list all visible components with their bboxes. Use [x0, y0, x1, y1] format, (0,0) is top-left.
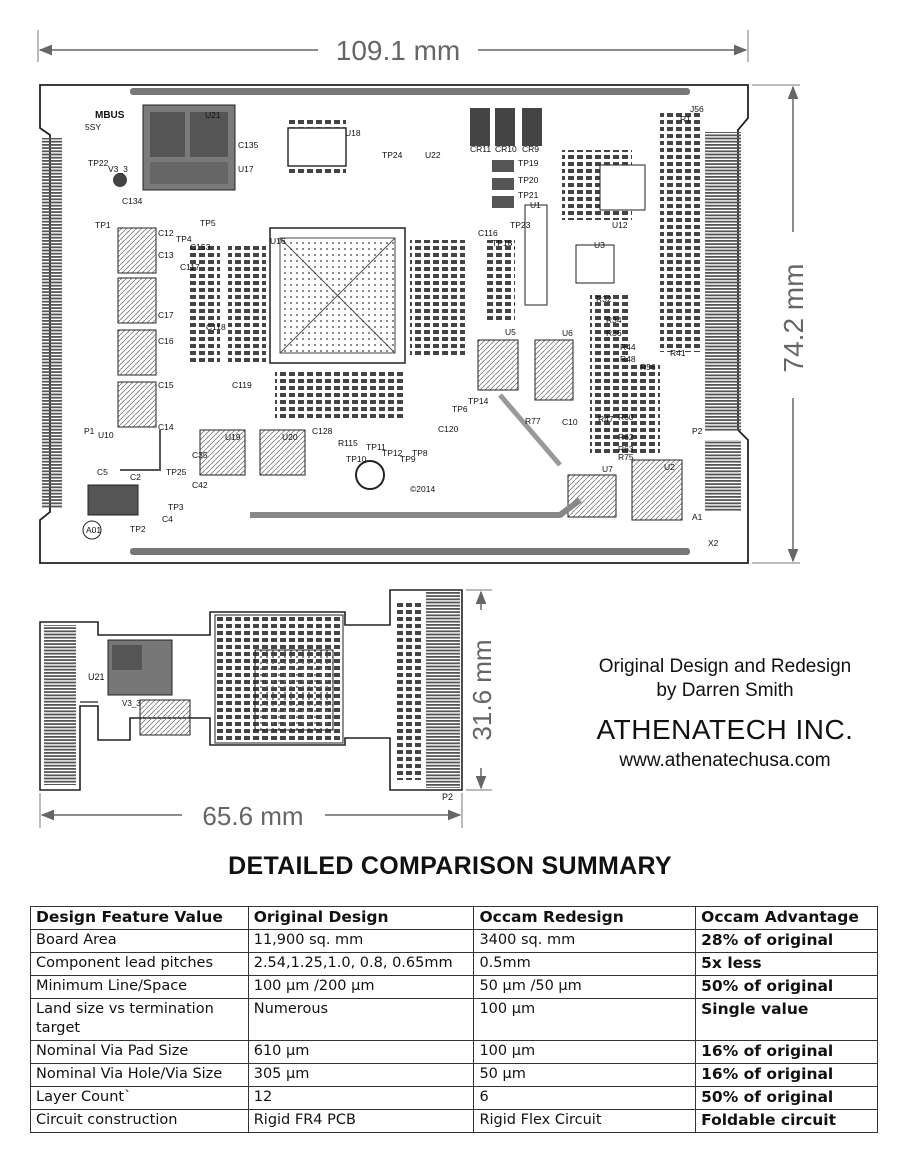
cell-original: Rigid FR4 PCB: [248, 1110, 474, 1133]
board1-label-c17: C17: [158, 310, 174, 320]
board1-label-u2: U2: [664, 462, 675, 472]
board1-width-label: 109.1 mm: [335, 35, 461, 66]
board1-label-tp1: TP1: [95, 220, 111, 230]
cell-feature: Nominal Via Hole/Via Size: [31, 1064, 249, 1087]
board1-label-tp20: TP20: [518, 175, 539, 185]
board1-label-tp22: TP22: [88, 158, 109, 168]
cell-redesign: 3400 sq. mm: [474, 930, 696, 953]
board1-height-label: 74.2 mm: [778, 263, 809, 373]
flex-left-connector-fingers: [44, 625, 76, 785]
board1-label-tp2: TP2: [130, 524, 146, 534]
board1-label-r36: R36: [606, 328, 622, 338]
board1-label-tp23: TP23: [510, 220, 531, 230]
board1-label-u10: U10: [98, 430, 114, 440]
board1-label-c118: C118: [206, 322, 226, 332]
board2-height-dimension: [466, 590, 497, 790]
board1-label-u7: U7: [602, 464, 613, 474]
cell-redesign: 100 µm: [474, 999, 696, 1041]
cell-feature: Minimum Line/Space: [31, 976, 249, 999]
board1-label-tp5: TP5: [200, 218, 216, 228]
board1-label-tp4: TP4: [176, 234, 192, 244]
board1-label-x2: X2: [708, 538, 719, 548]
cell-advantage: 50% of original: [696, 1087, 878, 1110]
board1-label-u17: U17: [238, 164, 254, 174]
flex-label-p2: P2: [442, 792, 454, 802]
left-edge-connector-fingers: [42, 138, 62, 508]
board1-label-r75: R75: [618, 452, 634, 462]
board1-label-u19: U19: [225, 432, 241, 442]
cell-feature: Component lead pitches: [31, 953, 249, 976]
redesign-flex-circuit: [40, 590, 462, 802]
flex-label-v3: V3_3: [122, 699, 141, 708]
table-row: [31, 999, 878, 1041]
cell-advantage: 5x less: [696, 953, 878, 976]
board1-label-u3: U3: [594, 240, 605, 250]
header-original: Original Design: [248, 907, 474, 930]
board1-label-c120: C120: [438, 424, 459, 434]
board1-label-r1: R1: [680, 114, 691, 124]
board1-label-c119: C119: [232, 380, 252, 390]
board1-label-c35: C35: [192, 450, 208, 460]
board2-width-label: 65.6 mm: [202, 801, 304, 831]
company-url[interactable]: www.athenatechusa.com: [619, 750, 831, 771]
table-row: [31, 1064, 878, 1087]
cell-feature: Circuit construction: [31, 1110, 249, 1133]
board1-label-5sy: 5SY: [85, 122, 102, 132]
board1-label-tp3: TP3: [168, 502, 184, 512]
board1-label-tp12: TP12: [382, 448, 403, 458]
board1-label-p2: P2: [692, 426, 703, 436]
cell-feature: Land size vs termination target: [31, 999, 249, 1041]
board1-label-c128: C128: [312, 426, 333, 436]
board1-label-v3-3: V3_3: [108, 164, 128, 174]
board1-label-c153: C153: [190, 242, 211, 252]
board1-label-tp25: TP25: [166, 467, 187, 477]
cell-original: 12: [248, 1087, 474, 1110]
board1-label-u21: U21: [205, 110, 221, 120]
cell-advantage: Single value: [696, 999, 878, 1041]
board1-label-c5: C5: [97, 467, 108, 477]
board1-label-u20: U20: [282, 432, 298, 442]
board1-label-tp9: TP9: [400, 454, 416, 464]
board1-label-r47: R47: [598, 414, 614, 424]
header-advantage: Occam Advantage: [696, 907, 878, 930]
cell-advantage: 50% of original: [696, 976, 878, 999]
board1-label-cr11: CR11: [470, 144, 492, 154]
cell-redesign: 6: [474, 1087, 696, 1110]
board1-label-r62: R62: [618, 432, 634, 442]
board1-label-tp14: TP14: [468, 396, 489, 406]
cell-original: 11,900 sq. mm: [248, 930, 474, 953]
board1-label--2014: ©2014: [410, 484, 436, 494]
board1-label-c16: C16: [158, 336, 174, 346]
board1-label-r44: R44: [620, 342, 636, 352]
company-name: ATHENATECH INC.: [596, 714, 854, 745]
board1-label-a01: A01: [86, 525, 102, 535]
credit-line-2: by Darren Smith: [656, 680, 794, 701]
cell-advantage: Foldable circuit: [696, 1110, 878, 1133]
board1-label-c12: C12: [158, 228, 174, 238]
board1-label-c117: C117: [180, 262, 200, 272]
board1-label-c42: C42: [192, 480, 208, 490]
cell-redesign: 0.5mm: [474, 953, 696, 976]
board1-label-r115: R115: [338, 438, 358, 448]
table-row: [31, 976, 878, 999]
board1-label-r60: R60: [618, 412, 634, 422]
board1-label-mbus: MBUS: [95, 110, 125, 121]
summary-title: DETAILED COMPARISON SUMMARY: [228, 852, 672, 880]
board2-width-dimension: [40, 793, 462, 831]
board1-label-tp8: TP8: [412, 448, 428, 458]
board1-label-c14: C14: [158, 422, 174, 432]
right-edge-connector-fingers: [705, 132, 741, 432]
board1-label-u12: U12: [612, 220, 628, 230]
board1-label-u16: U16: [270, 236, 286, 246]
board1-label-a1: A1: [692, 512, 703, 522]
cell-redesign: 50 µm: [474, 1064, 696, 1087]
board1-height-dimension: [752, 85, 809, 563]
table-header-row: [31, 907, 878, 930]
flex-right-connector-fingers: [426, 592, 460, 788]
board1-label-tp6: TP6: [452, 404, 468, 414]
cell-advantage: 28% of original: [696, 930, 878, 953]
cell-feature: Layer Count`: [31, 1087, 249, 1110]
board1-label-tp18: TP18: [492, 238, 513, 248]
board1-label-r48: R48: [620, 354, 636, 364]
board1-label-tp24: TP24: [382, 150, 403, 160]
cell-feature: Nominal Via Pad Size: [31, 1041, 249, 1064]
board1-label-r41: R41: [670, 348, 686, 358]
board1-label-c13: C13: [158, 250, 174, 260]
table-row: [31, 1041, 878, 1064]
board1-label-cr9: CR9: [522, 144, 540, 154]
cell-redesign: 100 µm: [474, 1041, 696, 1064]
cell-original: 305 µm: [248, 1064, 474, 1087]
credit-block: [560, 655, 890, 773]
cell-feature: Board Area: [31, 930, 249, 953]
board1-label-p1: P1: [84, 426, 95, 436]
board1-label-tp21: TP21: [518, 190, 539, 200]
cell-original: Numerous: [248, 999, 474, 1041]
cell-advantage: 16% of original: [696, 1041, 878, 1064]
board1-label-c15: C15: [158, 380, 174, 390]
board1-label-r63: R63: [618, 444, 634, 454]
table-row: [31, 953, 878, 976]
board1-label-c4: C4: [162, 514, 173, 524]
board1-label-u1: U1: [530, 200, 541, 210]
board1-label-r34: R34: [606, 315, 622, 325]
board1-label-c135: C135: [238, 140, 259, 150]
board1-label-c116: C116: [478, 228, 498, 238]
board1-label-u18: U18: [345, 128, 361, 138]
header-redesign: Occam Redesign: [474, 907, 696, 930]
board1-label-tp11: TP11: [366, 442, 386, 452]
comparison-table: [30, 906, 878, 1133]
cell-advantage: 16% of original: [696, 1064, 878, 1087]
flex-label-u21: U21: [88, 672, 105, 682]
board2-height-label: 31.6 mm: [467, 639, 497, 741]
table-row: [31, 930, 878, 953]
table-row: [31, 1087, 878, 1110]
board1-label-j56: J56: [690, 104, 704, 114]
board1-label-c2: C2: [130, 472, 141, 482]
table-row: [31, 1110, 878, 1133]
cell-original: 100 µm /200 µm: [248, 976, 474, 999]
board1-label-tp19: TP19: [518, 158, 539, 168]
board1-label-cr10: CR10: [495, 144, 517, 154]
board1-label-u6: U6: [562, 328, 573, 338]
board1-width-dimension: [38, 30, 748, 66]
board1-label-r32: R32: [596, 294, 612, 304]
cell-redesign: Rigid Flex Circuit: [474, 1110, 696, 1133]
board1-label-tp10: TP10: [346, 454, 367, 464]
board1-label-u5: U5: [505, 327, 516, 337]
board1-label-u22: U22: [425, 150, 441, 160]
board1-label-c10: C10: [562, 417, 578, 427]
cell-original: 2.54,1.25,1.0, 0.8, 0.65mm: [248, 953, 474, 976]
cell-original: 610 µm: [248, 1041, 474, 1064]
board1-label-r56: R56: [640, 362, 656, 372]
header-feature: Design Feature Value: [31, 907, 249, 930]
board1-label-r77: R77: [525, 416, 541, 426]
board1-label-c134: C134: [122, 196, 143, 206]
original-pcb-board: [40, 85, 748, 563]
credit-line-1: Original Design and Redesign: [598, 656, 852, 677]
cell-redesign: 50 µm /50 µm: [474, 976, 696, 999]
